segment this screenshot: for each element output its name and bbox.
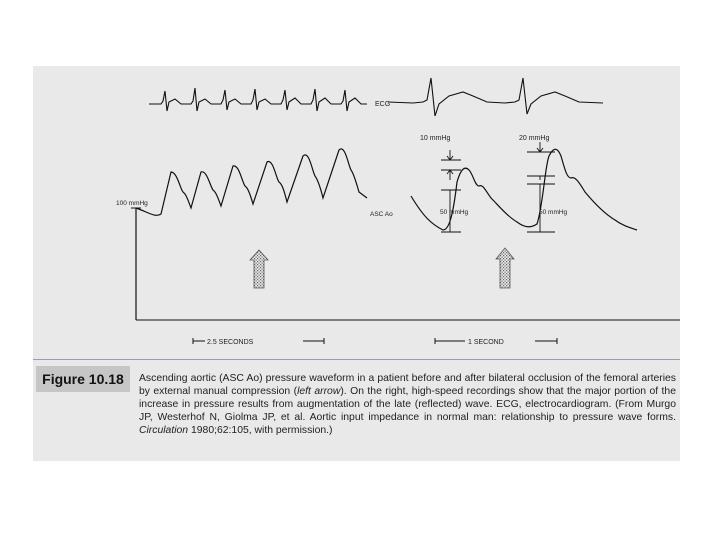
figure-number-label: Figure 10.18 [36,366,130,392]
figure-caption [139,372,676,437]
caption-part-1: Ascending aortic (ASC Ao) pressure waveform in a patient before and after bilateral occlusion of the femoral arteries by external manual compression ( [139,373,676,398]
pressure-recording-plot [113,66,680,357]
annotation-mid-right: 50 mmHg [539,209,568,216]
caption-part-3: 1980;62:105, with permission.) [188,425,333,437]
ecg-label: ECG [375,101,391,108]
occlusion-arrow-left [250,250,268,288]
time-scale-left-label: 2.5 SECONDS [207,339,254,346]
caption-italic-1: left arrow [297,386,341,398]
caption-divider [33,359,680,360]
annotation-mid-left: 50 mmHg [440,209,469,216]
measurement-bracket-right [527,142,555,232]
caption-part-2: ). On the right, high-speed recordings show that the major portion of the increase in pressure results from augmentation of the late (reflected) wave. ECG, electrocardiogram. (From Murgo JP, Westerhof N, Giolma JP, et al. Aortic input impedance in normal man: relationship to pressure wave forms. [139,386,676,424]
annotation-top-left: 10 mmHg [420,135,451,142]
annotation-top-right: 20 mmHg [519,135,550,142]
time-scale-right-label: 1 SECOND [468,339,504,346]
trace-label: ASC Ao [370,211,393,218]
occlusion-arrow-right [496,248,514,288]
pressure-scale-label: 100 mmHg [116,200,148,207]
aortic-pressure-trace-slow [136,149,367,215]
caption-italic-2: Circulation [139,425,189,437]
ecg-trace-fast [388,78,603,116]
ecg-trace-slow [149,88,367,111]
